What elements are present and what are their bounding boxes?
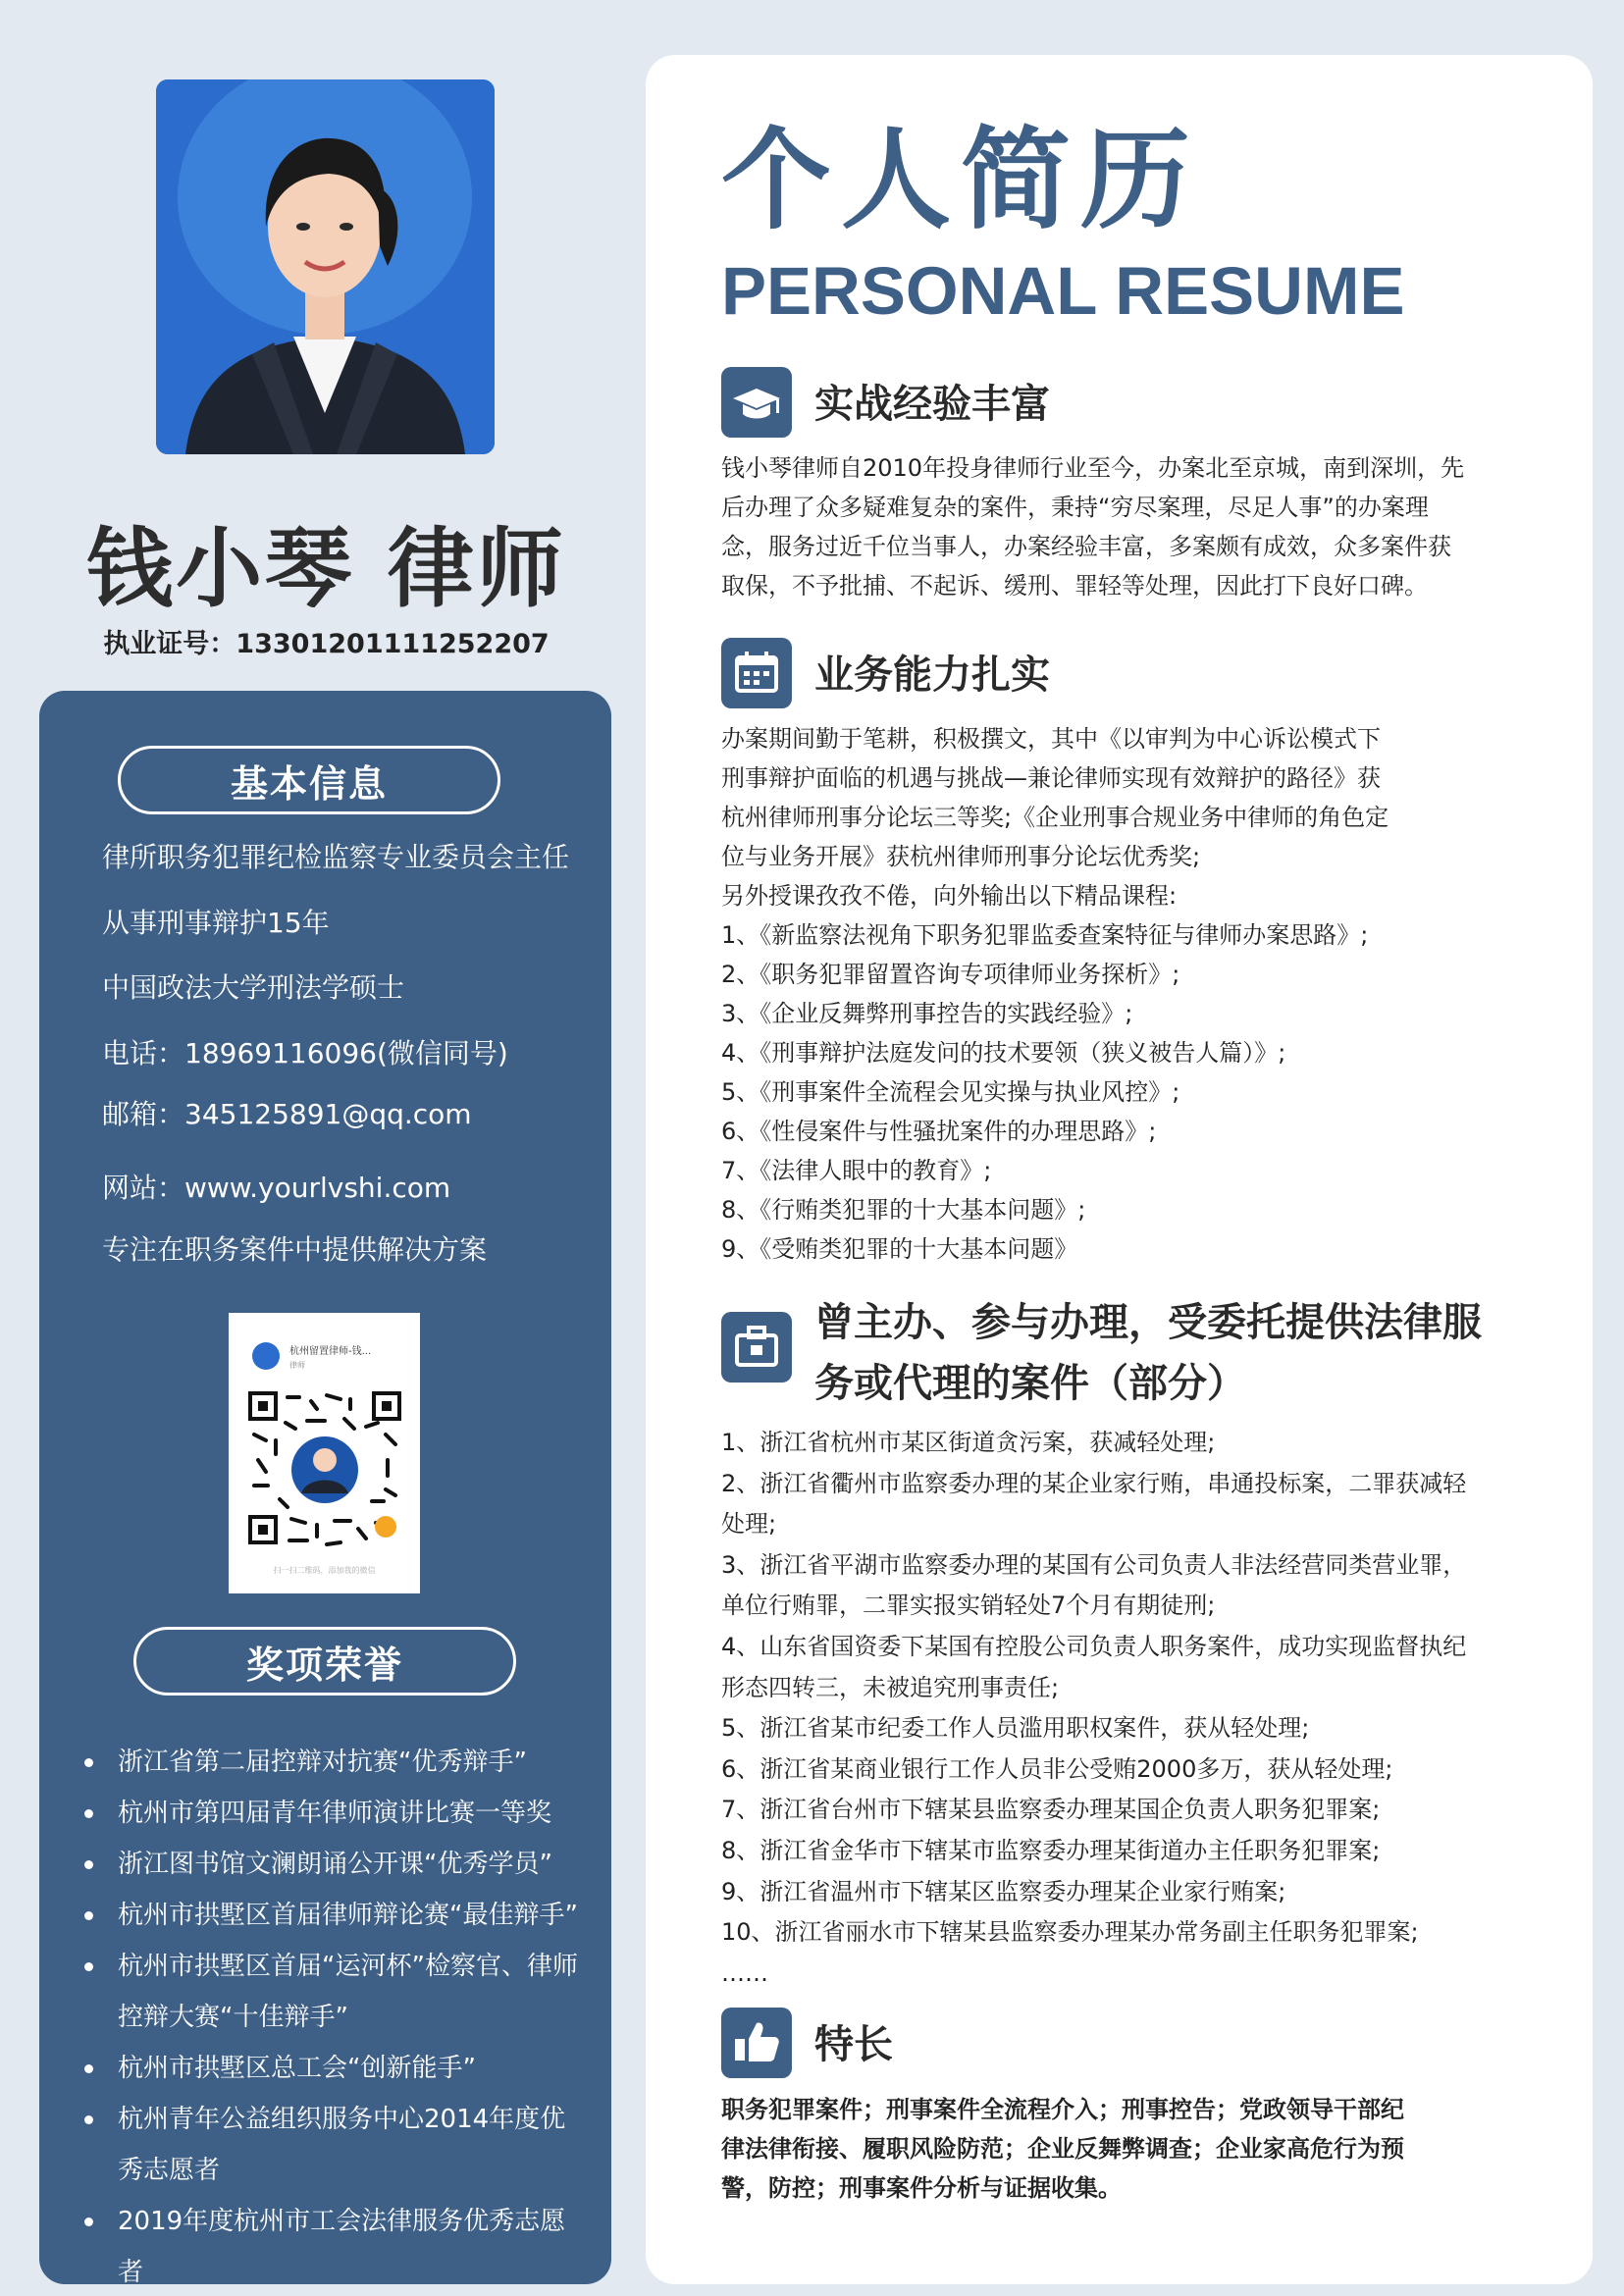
ability-line: 位与业务开展》获杭州律师刑事分论坛优秀奖; xyxy=(721,843,1201,870)
specialty-text xyxy=(721,2090,1404,2208)
qr-title: 杭州留置律师-钱... xyxy=(289,1346,372,1357)
ability-text xyxy=(721,719,1388,1269)
ability-line: 另外授课孜孜不倦，向外输出以下精品课程: xyxy=(721,882,1178,910)
case-line: 2、浙江省衢州市监察委办理的某企业家行贿，串通投标案，二罪获减轻 xyxy=(721,1469,1467,1497)
basic-info-heading: 基本信息 xyxy=(118,746,500,814)
ability-line: 办案期间勤于笔耕，积极撰文，其中《以审判为中心诉讼模式下 xyxy=(721,725,1381,753)
case-line: 10、浙江省丽水市下辖某县监察委办理某办常务副主任职务犯罪案; xyxy=(721,1918,1419,1947)
qr-code-card[interactable] xyxy=(229,1313,420,1593)
cases-text xyxy=(721,1423,1466,1994)
ability-line: 4、《刑事辩护法庭发问的技术要领（狭义被告人篇）》; xyxy=(721,1039,1286,1067)
section-title-cases: 曾主办、参与办理，受委托提供法律服 xyxy=(814,1300,1482,1345)
case-line: 6、浙江省某商业银行工作人员非公受贿2000多万，获从轻处理; xyxy=(721,1754,1393,1783)
ability-line: 刑事辩护面临的机遇与挑战—兼论律师实现有效辩护的路径》获 xyxy=(721,764,1381,792)
case-line: 9、浙江省温州市下辖某区监察委办理某企业家行贿案; xyxy=(721,1877,1286,1905)
case-line: 1、浙江省杭州市某区街道贪污案，获减轻处理; xyxy=(721,1429,1216,1456)
awards-list xyxy=(80,1737,591,2296)
award-item: 杭州市拱墅区首届“运河杯”检察官、律师控辩大赛“十佳辩手” xyxy=(80,1941,591,2043)
info-line-education: 中国政法大学刑法学硕士 xyxy=(102,971,405,1004)
award-item: 杭州市第四届青年律师演讲比赛一等奖 xyxy=(80,1788,591,1839)
awards-heading: 奖项荣誉 xyxy=(133,1627,516,1696)
calendar-icon xyxy=(721,638,792,708)
info-line-position: 律所职务犯罪纪检监察专业委员会主任 xyxy=(102,841,570,873)
case-line: …… xyxy=(721,1958,768,1987)
experience-text xyxy=(721,448,1464,605)
case-line: 7、浙江省台州市下辖某县监察委办理某国企负责人职务犯罪案; xyxy=(721,1796,1381,1824)
experience-line: 念，服务过近千位当事人，办案经验丰富，多案颇有成效，众多案件获 xyxy=(721,533,1451,560)
award-item: 杭州青年公益组织服务中心2014年度优秀志愿者 xyxy=(80,2094,591,2196)
graduation-cap-icon xyxy=(721,367,792,438)
case-line: 8、浙江省金华市下辖某市监察委办理某街道办主任职务犯罪案; xyxy=(721,1836,1381,1864)
specialty-line: 警，防控；刑事案件分析与证据收集。 xyxy=(721,2174,1122,2202)
ability-line: 7、《法律人眼中的教育》; xyxy=(721,1157,992,1184)
case-line: 4、山东省国资委下某国有控股公司负责人职务案件，成功实现监督执纪 xyxy=(721,1632,1467,1660)
award-item: 浙江省第二届控辩对抗赛“优秀辩手” xyxy=(80,1737,591,1788)
info-line-phone: 电话：18969116096(微信同号) xyxy=(102,1037,508,1070)
briefcase-icon xyxy=(721,1312,792,1383)
profile-photo xyxy=(156,79,495,454)
ability-line: 杭州律师刑事分论坛三等奖;《企业刑事合规业务中律师的角色定 xyxy=(721,804,1389,831)
ability-line: 9、《受贿类犯罪的十大基本问题》 xyxy=(721,1235,1078,1263)
info-line-website: 网站：www.yourlvshi.com xyxy=(102,1172,451,1204)
experience-line: 后办理了众多疑难复杂的案件，秉持“穷尽案理，尽足人事”的办案理 xyxy=(721,494,1429,521)
case-line: 形态四转三，未被追究刑事责任; xyxy=(721,1673,1060,1701)
section-title-cases-line2: 务或代理的案件（部分） xyxy=(814,1361,1246,1406)
specialty-line: 职务犯罪案件；刑事案件全流程介入；刑事控告；党政领导干部纪 xyxy=(721,2096,1404,2123)
info-line-experience: 从事刑事辩护15年 xyxy=(102,907,330,939)
info-line-email: 邮箱：345125891@qq.com xyxy=(102,1098,472,1130)
qr-subtitle: 律师 xyxy=(289,1361,305,1370)
award-item: 杭州市拱墅区总工会“创新能手” xyxy=(80,2043,591,2094)
case-line: 处理; xyxy=(721,1510,777,1539)
qr-caption: 扫一扫二维码，添加我的微信 xyxy=(273,1566,376,1575)
award-item: 2019年度杭州市工会法律服务优秀志愿者 xyxy=(80,2196,591,2296)
experience-line: 钱小琴律师自2010年投身律师行业至今，办案北至京城，南到深圳，先 xyxy=(721,454,1465,482)
page-title: 个人简历 xyxy=(721,117,1200,244)
license-number: 执业证号：13301201111252207 xyxy=(103,629,550,659)
section-title-experience: 实战经验丰富 xyxy=(814,382,1050,427)
ability-line: 3、《企业反舞弊刑事控告的实践经验》; xyxy=(721,1000,1133,1027)
section-title-ability: 业务能力扎实 xyxy=(814,652,1050,698)
person-name: 钱小琴 律师 xyxy=(86,518,566,619)
ability-line: 1、《新监察法视角下职务犯罪监委查案特征与律师办案思路》; xyxy=(721,921,1369,949)
experience-line: 取保，不予批捕、不起诉、缓刑、罪轻等处理，因此打下良好口碑。 xyxy=(721,572,1428,600)
case-line: 3、浙江省平湖市监察委办理的某国有公司负责人非法经营同类营业罪， xyxy=(721,1550,1467,1579)
section-title-specialty: 特长 xyxy=(814,2022,893,2067)
ability-line: 5、《刑事案件全流程会见实操与执业风控》; xyxy=(721,1078,1180,1106)
ability-line: 6、《性侵案件与性骚扰案件的办理思路》; xyxy=(721,1118,1157,1145)
award-item: 浙江图书馆文澜朗诵公开课“优秀学员” xyxy=(80,1839,591,1890)
info-line-focus: 专注在职务案件中提供解决方案 xyxy=(102,1233,488,1266)
case-line: 5、浙江省某市纪委工作人员滥用职权案件，获从轻处理; xyxy=(721,1714,1310,1743)
ability-line: 8、《行贿类犯罪的十大基本问题》; xyxy=(721,1196,1086,1224)
page-subtitle: PERSONAL RESUME xyxy=(721,253,1405,329)
award-item: 杭州市拱墅区首届律师辩论赛“最佳辩手” xyxy=(80,1890,591,1941)
case-line: 单位行贿罪，二罪实报实销轻处7个月有期徒刑; xyxy=(721,1592,1216,1620)
thumbs-up-icon xyxy=(721,2008,792,2078)
ability-line: 2、《职务犯罪留置咨询专项律师业务探析》; xyxy=(721,961,1180,988)
specialty-line: 律法律衔接、履职风险防范；企业反舞弊调查；企业家高危行为预 xyxy=(721,2135,1404,2163)
